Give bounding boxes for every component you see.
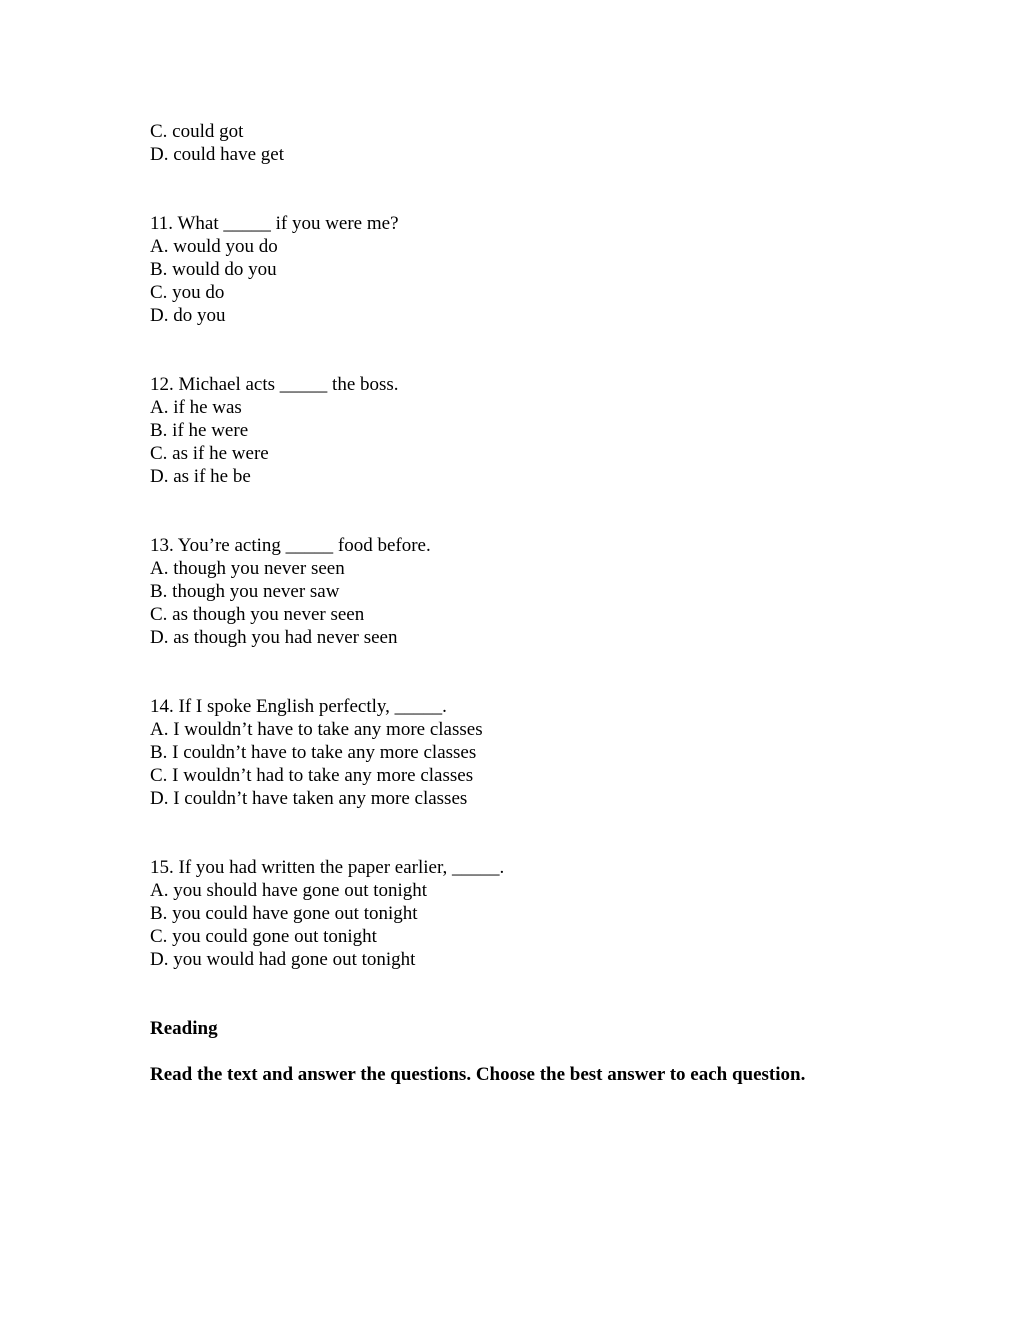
reading-heading: Reading (150, 1018, 218, 1039)
question-12 (150, 373, 950, 488)
reading-instructions: Read the text and answer the questions. Choose the best answer to each question. (150, 1064, 806, 1085)
question-stem: 14. If I spoke English perfectly, _____. (150, 696, 447, 717)
option-b: B. I couldn’t have to take any more classes (150, 742, 477, 763)
option-a: A. you should have gone out tonight (150, 880, 428, 901)
carryover-options (150, 120, 950, 166)
question-14 (150, 695, 950, 810)
option-b: B. you could have gone out tonight (150, 903, 418, 924)
option-c: C. as though you never seen (150, 604, 365, 625)
option-b: B. if he were (150, 420, 249, 441)
option-d: D. as if he be (150, 466, 251, 487)
option-a: A. would you do (150, 236, 278, 257)
option-c: C. you could gone out tonight (150, 926, 377, 947)
worksheet-content (150, 120, 950, 1086)
question-stem: 12. Michael acts _____ the boss. (150, 374, 399, 395)
question-stem: 13. You’re acting _____ food before. (150, 535, 431, 556)
option-d: D. as though you had never seen (150, 627, 398, 648)
option-b: B. though you never saw (150, 581, 340, 602)
option-b: B. would do you (150, 259, 277, 280)
option-d: D. could have get (150, 144, 285, 165)
option-c: C. as if he were (150, 443, 269, 464)
option-c: C. I wouldn’t had to take any more classes (150, 765, 474, 786)
option-c: C. you do (150, 282, 225, 303)
question-stem: 15. If you had written the paper earlier, _____. (150, 857, 505, 878)
option-d: D. you would had gone out tonight (150, 949, 416, 970)
question-15 (150, 856, 950, 971)
option-d: D. do you (150, 305, 226, 326)
option-d: D. I couldn’t have taken any more classes (150, 788, 468, 809)
question-stem: 11. What _____ if you were me? (150, 213, 399, 234)
option-a: A. I wouldn’t have to take any more classes (150, 719, 483, 740)
option-a: A. though you never seen (150, 558, 345, 579)
option-c: C. could got (150, 121, 244, 142)
question-13 (150, 534, 950, 649)
option-a: A. if he was (150, 397, 242, 418)
question-11 (150, 212, 950, 327)
